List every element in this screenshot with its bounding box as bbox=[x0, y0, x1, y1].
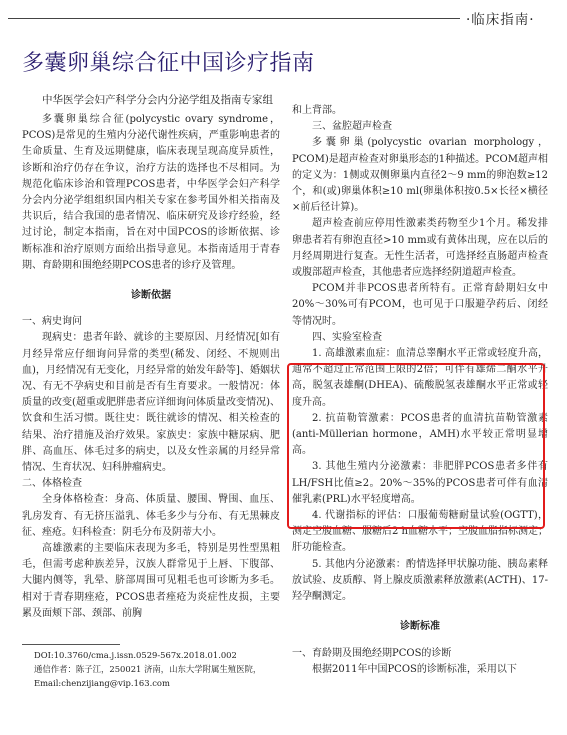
lab-item-1: 1. 高雄激素血症：血清总睾酮水平正常或轻度升高，通常不超过正常范围上限的2倍；可伴有雄烯二酮水平升高，脱氢表雄酮(DHEA)、硫酸脱氢表雄酮水平正常或轻度升高。 bbox=[292, 348, 548, 408]
ultrasound-paragraph-1: 多囊卵巢(polycystic ovarian morphology，PCOM)是超声检查对卵巢形态的1种描述。PCOM超声相的定义为：1侧或双侧卵巢内直径2～9 mm的卵泡数≥12个，和(或)卵巢体积≥10 ml(卵巢体积按0.5×长径×横径×前后径计算)。 bbox=[292, 137, 548, 214]
article-authors: 中华医学会妇产科学分会内分泌学组及指南专家组 bbox=[42, 94, 273, 106]
history-paragraph: 现病史：患者年龄、就诊的主要原因、月经情况[如有月经异常应仔细询问异常的类型(稀发、闭经、不规则出血)，月经情况有无变化，月经异常的始发年龄等]、婚姻状况、有无不孕病史和目前是否有生育要求。一般情况：体质量的改变(超重或肥胖患者应详细询问体质量改变情况)、饮食和生活习惯。既往史：既往就诊的情况、相关检查的结果、治疗措施及治疗效果。家族史：家族中糖尿病、肥胖、高血压、体毛过多的病史，以及女性亲属的月经异常情况、生育状况、妇科肿瘤病史。 bbox=[22, 332, 280, 474]
continuation-text: 和上背部。 bbox=[292, 105, 342, 116]
footnote-rule bbox=[22, 644, 120, 645]
lab-item-3: 3. 其他生殖内分泌激素：非肥胖PCOS患者多伴有LH/FSH比值≥2。20%～35%的PCOS患者可伴有血清催乳素(PRL)水平轻度增高。 bbox=[292, 461, 548, 505]
section-heading-diagnosis-basis: 诊断依据 bbox=[131, 290, 171, 302]
section-label: ·临床指南· bbox=[466, 12, 535, 28]
exam-paragraph: 全身体格检查：身高、体质量、腰围、臀围、血压、乳房发育、有无挤压溢乳、体毛多少与分布、有无黑棘皮征、痤疮。妇科检查：阴毛分布及阴蒂大小。 bbox=[22, 494, 280, 538]
article-title: 多囊卵巢综合征中国诊疗指南 bbox=[22, 51, 315, 76]
ultrasound-paragraph-3: PCOM并非PCOS患者所特有。正常育龄期妇女中20%～30%可有PCOM，也可见于口服避孕药后、闭经等情况时。 bbox=[292, 283, 548, 327]
subsection-title-diagnosis: 一、育龄期及围绝经期PCOS的诊断 bbox=[292, 647, 452, 659]
subsection-title-lab: 四、实验室检查 bbox=[312, 331, 382, 343]
subsection-title-exam: 二、体格检查 bbox=[22, 478, 82, 490]
footnote bbox=[22, 648, 272, 690]
doi-text: DOI:10.3760/cma.j.issn.0529-567x.2018.01.002 bbox=[34, 650, 237, 660]
page-header bbox=[0, 6, 567, 28]
left-column bbox=[22, 112, 280, 622]
email-text: Email:chenzijiang@vip.163.com bbox=[34, 678, 170, 688]
diagnosis-paragraph: 根据2011年中国PCOS的诊断标准，采用以下 bbox=[312, 663, 517, 675]
subsection-title-ultrasound: 三、盆腔超声检查 bbox=[312, 121, 392, 133]
section-heading-diagnostic-criteria: 诊断标准 bbox=[400, 621, 440, 633]
hyperandrogen-paragraph: 高雄激素的主要临床表现为多毛，特别是男性型黑粗毛，但需考虑种族差异，汉族人群常见于上唇、下腹部、大腿内侧等，乳晕、脐部周围可见粗毛也可诊断为多毛。相对于青春期痤疮，PCOS患者痤疮为炎症性皮损，主要累及面颊下部、颈部、前胸 bbox=[22, 543, 280, 619]
lab-item-5: 5. 其他内分泌激素：酌情选择甲状腺功能、胰岛素释放试验、皮质醇、肾上腺皮质激素释放激素(ACTH)、17-羟孕酮测定。 bbox=[292, 558, 548, 603]
intro-paragraph: 多囊卵巢综合征(polycystic ovary syndrome，PCOS)是常见的生殖内分泌代谢性疾病，严重影响患者的生命质量、生育及远期健康，临床表现呈现高度异质性，诊断和治疗仍存在争议，治疗方法的选择也不尽相同。为规范化临床诊治和管理PCOS患者，中华医学会妇产科学分会内分泌学组组织国内相关专家在参考国外相关指南及共识后，结合我国的患者情况、临床研究及诊疗经验，经过讨论，制定本指南，旨在对中国PCOS的诊断依据、诊断标准和治疗原则方面给出指导意见。本指南适用于青春期、育龄期和围绝经期PCOS患者的诊疗及管理。 bbox=[22, 114, 280, 271]
corresponding-author: 通信作者：陈子江，250021 济南，山东大学附属生殖医院， bbox=[34, 664, 262, 674]
subsection-title-history: 一、病史询问 bbox=[22, 316, 82, 328]
lab-item-4: 4. 代谢指标的评估：口服葡萄糖耐量试验(OGTT)，测定空腹血糖、服糖后2 h血糖水平；空腹血脂指标测定；肝功能检查。 bbox=[292, 510, 548, 554]
highlight-box bbox=[287, 363, 545, 529]
ultrasound-paragraph-2: 超声检查前应停用性激素类药物至少1个月。稀发排卵患者若有卵泡直径>10 mm或有黄体出现，应在以后的月经周期进行复查。无性生活者，可选择经直肠超声检查或腹部超声检查，其他患者应选择经阴道超声检查。 bbox=[292, 218, 548, 279]
header-rule bbox=[8, 18, 460, 19]
lab-item-2: 2. 抗苗勒管激素：PCOS患者的血清抗苗勒管激素(anti-Müllerian hormone，AMH)水平较正常明显增高。 bbox=[292, 412, 548, 457]
